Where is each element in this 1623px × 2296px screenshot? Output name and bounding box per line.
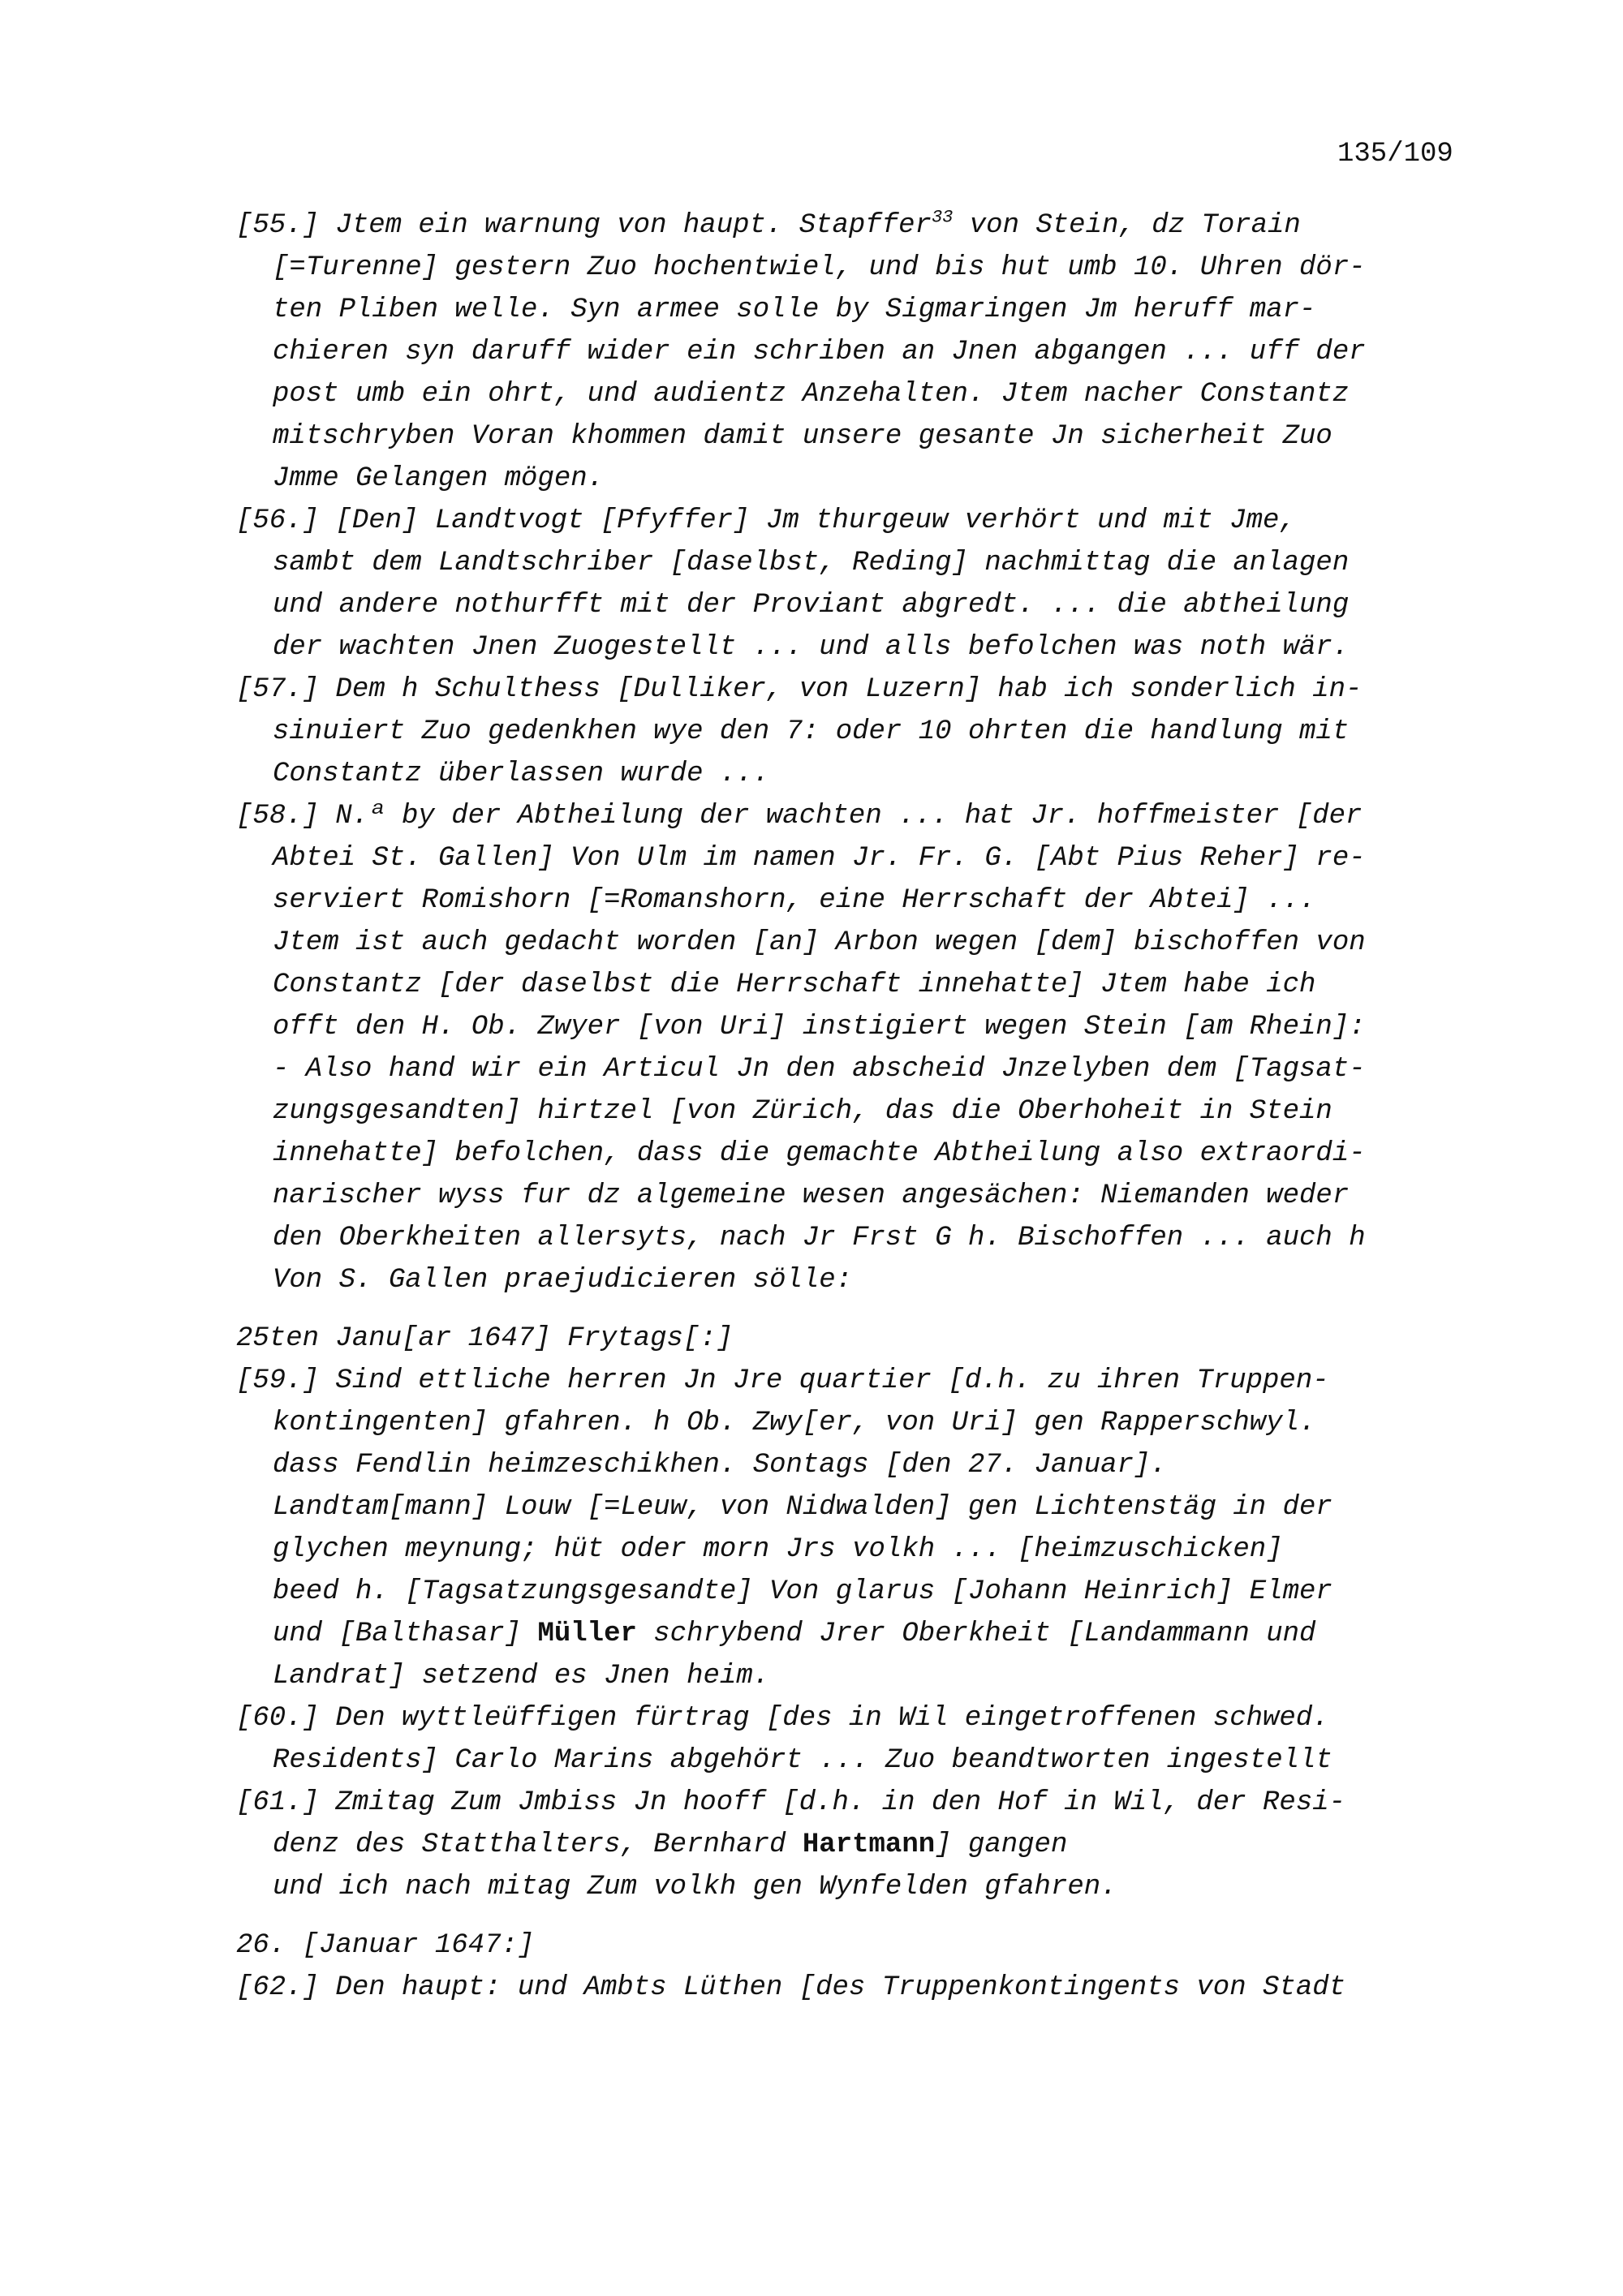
entry-continuation-line	[236, 331, 1486, 373]
entry-continuation-line	[236, 542, 1486, 584]
entry-continuation-line	[236, 1866, 1486, 1908]
entry-continuation-line	[236, 964, 1486, 1006]
entry-continuation-line	[236, 879, 1486, 922]
entry-continuation-line	[236, 1259, 1486, 1301]
text-segment: [57.] Dem h Schulthess [Dulliker, von Luzern] hab ich sonderlich in-	[236, 674, 1363, 705]
entry-first-line	[236, 1697, 1486, 1739]
entry-continuation-line	[236, 458, 1486, 500]
text-segment: [=Turenne] gestern Zuo hochentwiel, und bis hut umb 10. Uhren dör-	[273, 252, 1366, 283]
text-segment: Constantz überlassen wurde ...	[273, 759, 770, 789]
entry-first-line	[236, 1967, 1486, 2009]
text-segment: Abtei St. Gallen] Von Ulm im namen Jr. Fr. G. [Abt Pius Reher] re-	[273, 843, 1366, 874]
entry-first-line	[236, 204, 1486, 247]
entry-continuation-line	[236, 1444, 1486, 1486]
footnote-ref: 33	[931, 207, 954, 228]
text-segment: [60.] Den wyttleüffigen fürtrag [des in Wil eingetroffenen schwed.	[236, 1703, 1329, 1734]
paragraph-gap	[236, 1908, 1486, 1924]
text-segment: Constantz [der daselbst die Herrschaft innehatte] Jtem habe ich	[273, 970, 1316, 1000]
entry-continuation-line	[236, 415, 1486, 458]
entry-continuation-line	[236, 711, 1486, 753]
date-heading	[236, 1924, 1486, 1967]
text-segment: [61.] Zmitag Zum Jmbiss Jn hooff [d.h. in den Hof in Wil, der Resi-	[236, 1787, 1346, 1818]
entry-continuation-line	[236, 1090, 1486, 1133]
text-segment: Von S. Gallen praejudicieren sölle:	[273, 1265, 853, 1296]
text-segment: und ich nach mitag Zum volkh gen Wynfelden gfahren.	[273, 1872, 1117, 1903]
entry-continuation-line	[236, 1175, 1486, 1217]
text-segment: Residents] Carlo Marins abgehört ... Zuo beandtworten ingestellt	[273, 1745, 1332, 1776]
text-segment: 25ten Janu[ar 1647] Frytags[:]	[236, 1323, 734, 1354]
text-segment: innehatte] befolchen, dass die gemachte Abtheilung also extraordi-	[273, 1138, 1366, 1169]
entry-continuation-line	[236, 753, 1486, 795]
text-segment: der wachten Jnen Zuogestellt ... und alls befolchen was noth wär.	[273, 632, 1350, 663]
entry-continuation-line	[236, 837, 1486, 879]
entry-continuation-line	[236, 1655, 1486, 1697]
text-segment: [55.] Jtem ein warnung von haupt. Stapffer	[236, 210, 932, 241]
emphasized-name: Müller	[537, 1619, 637, 1649]
text-segment: zungsgesandten] hirtzel [von Zürich, das die Oberhoheit in Stein	[273, 1096, 1332, 1127]
text-segment: beed h. [Tagsatzungsgesandte] Von glarus [Johann Heinrich] Elmer	[273, 1576, 1332, 1607]
entry-first-line	[236, 1782, 1486, 1824]
text-segment: Jtem ist auch gedacht worden [an] Arbon wegen [dem] bischoffen von	[273, 927, 1366, 958]
document-body	[236, 204, 1486, 2009]
entry-continuation-line	[236, 1529, 1486, 1571]
entry-continuation-line	[236, 1571, 1486, 1613]
text-segment: sambt dem Landtschriber [daselbst, Reding] nachmittag die anlagen	[273, 548, 1350, 578]
entry-first-line	[236, 500, 1486, 542]
text-segment: glychen meynung; hüt oder morn Jrs volkh ... [heimzuschicken]	[273, 1534, 1283, 1565]
text-segment: post umb ein ohrt, und audientz Anzehalten. Jtem nacher Constantz	[273, 379, 1350, 410]
text-segment: offt den H. Ob. Zwyer [von Uri] instigiert wegen Stein [am Rhein]:	[273, 1012, 1366, 1043]
entry-continuation-line	[236, 289, 1486, 331]
text-segment: schrybend Jrer Oberkheit [Landammann und	[636, 1619, 1316, 1649]
entry-first-line	[236, 669, 1486, 711]
text-segment: - Also hand wir ein Articul Jn den abscheid Jnzelyben dem [Tagsat-	[273, 1054, 1366, 1085]
entry-continuation-line	[236, 922, 1486, 964]
page-number: 135/109	[1337, 139, 1453, 170]
entry-continuation-line	[236, 373, 1486, 415]
text-segment: [59.] Sind ettliche herren Jn Jre quartier [d.h. zu ihren Truppen-	[236, 1365, 1329, 1396]
text-segment: und [Balthasar]	[273, 1619, 538, 1649]
entry-continuation-line	[236, 626, 1486, 669]
date-heading	[236, 1318, 1486, 1360]
entry-continuation-line	[236, 1133, 1486, 1175]
entry-continuation-line	[236, 1739, 1486, 1782]
text-segment: den Oberkheiten allersyts, nach Jr Frst G h. Bischoffen ... auch h	[273, 1223, 1366, 1253]
text-segment: 26. [Januar 1647:]	[236, 1930, 535, 1961]
entry-continuation-line	[236, 1006, 1486, 1048]
text-segment: narischer wyss fur dz algemeine wesen angesächen: Niemanden weder	[273, 1180, 1350, 1211]
text-segment: ] gangen	[935, 1829, 1068, 1860]
entry-continuation-line	[236, 247, 1486, 289]
entry-first-line	[236, 795, 1486, 837]
entry-continuation-line	[236, 1217, 1486, 1259]
text-segment: denz des Statthalters, Bernhard	[273, 1829, 803, 1860]
entry-continuation-line	[236, 1824, 1486, 1866]
text-segment: mitschryben Voran khommen damit unsere gesante Jn sicherheit Zuo	[273, 421, 1332, 452]
text-segment: kontingenten] gfahren. h Ob. Zwy[er, von Uri] gen Rapperschwyl.	[273, 1408, 1316, 1438]
text-segment: ten Pliben welle. Syn armee solle by Sigmaringen Jm heruff mar-	[273, 295, 1316, 325]
text-segment: von Stein, dz Torain	[953, 210, 1301, 241]
entry-first-line	[236, 1360, 1486, 1402]
text-segment: und andere nothurfft mit der Proviant abgredt. ... die abtheilung	[273, 590, 1350, 621]
text-segment: serviert Romishorn [=Romanshorn, eine Herrschaft der Abtei] ...	[273, 885, 1316, 916]
entry-continuation-line	[236, 1402, 1486, 1444]
text-segment: Landtam[mann] Louw [=Leuw, von Nidwalden] gen Lichtenstäg in der	[273, 1492, 1332, 1523]
entry-continuation-line	[236, 1048, 1486, 1090]
entry-continuation-line	[236, 1486, 1486, 1529]
text-segment: dass Fendlin heimzeschikhen. Sontags [den 27. Januar].	[273, 1450, 1167, 1481]
entry-continuation-line	[236, 1613, 1486, 1655]
emphasized-name: Hartmann	[802, 1829, 936, 1860]
paragraph-gap	[236, 1301, 1486, 1318]
text-segment: Landrat] setzend es Jnen heim.	[273, 1661, 770, 1692]
text-segment: Jmme Gelangen mögen.	[273, 463, 605, 494]
text-segment: [62.] Den haupt: und Ambts Lüthen [des Truppenkontingents von Stadt	[236, 1972, 1346, 2003]
text-segment: chieren syn daruff wider ein schriben an Jnen abgangen ... uff der	[273, 337, 1366, 368]
text-segment: [58.] N.ª by der Abtheilung der wachten ... hat Jr. hoffmeister [der	[236, 801, 1363, 832]
text-segment: [56.] [Den] Landtvogt [Pfyffer] Jm thurgeuw verhört und mit Jme,	[236, 505, 1296, 536]
entry-continuation-line	[236, 584, 1486, 626]
text-segment: sinuiert Zuo gedenkhen wye den 7: oder 10 ohrten die handlung mit	[273, 716, 1350, 747]
